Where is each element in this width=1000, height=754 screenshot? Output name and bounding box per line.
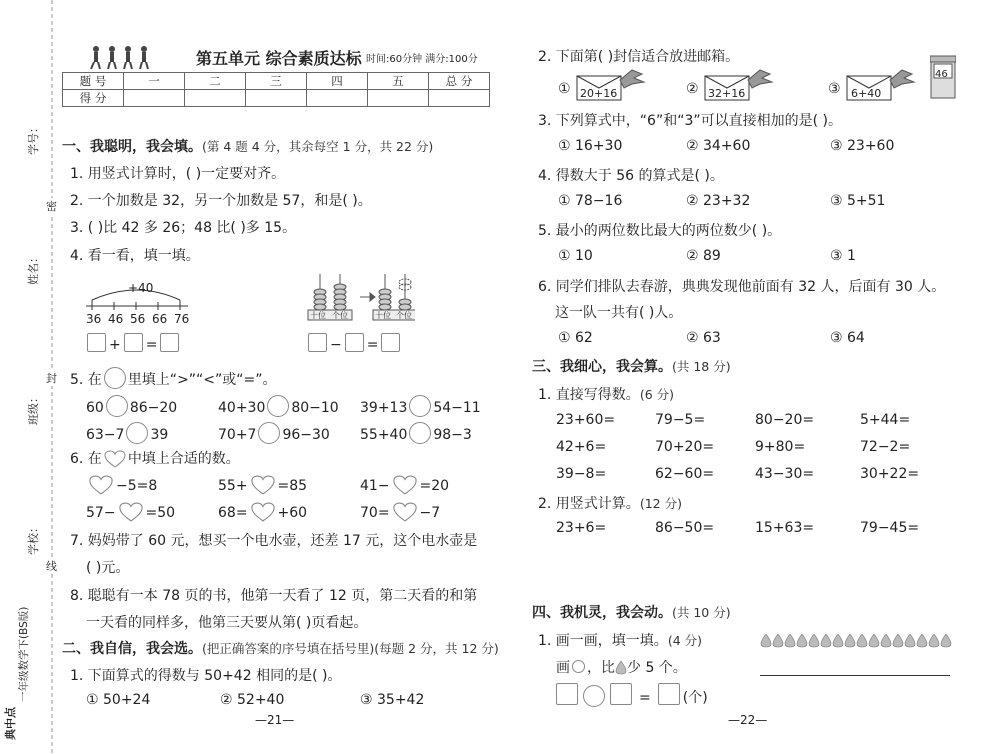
option[interactable]: ③ 23+60	[830, 138, 895, 154]
heart-answer-box[interactable]	[118, 502, 144, 522]
score-cell: 总 分	[429, 73, 490, 90]
question-1-7-line2: ( )元。	[86, 560, 130, 576]
fill-heart-item: −5=8	[86, 475, 157, 495]
score-input-cell[interactable]	[246, 90, 307, 107]
mailbox-label: 46	[935, 69, 948, 80]
fill-heart-item: 41− =20	[360, 475, 449, 495]
compare-circle[interactable]	[409, 422, 431, 444]
calc-item: 5+44=	[860, 412, 911, 428]
abacus-label-tens: 十位	[375, 311, 391, 320]
drawing-answer-line[interactable]	[760, 675, 950, 676]
cut-mark-feng: 封	[46, 372, 57, 385]
answer-box[interactable]	[124, 333, 143, 352]
score-cell: 三	[246, 73, 307, 90]
question-2-2: 2. 下面第( )封信适合放进邮箱。	[538, 49, 740, 65]
option[interactable]: ② 89	[686, 248, 721, 264]
score-table-score-row	[63, 90, 490, 107]
compare-item: 40+30 80−10	[218, 395, 339, 417]
option[interactable]: ③ 64	[830, 330, 865, 346]
question-1-8-line1: 8. 聪聪有一本 78 页的书，他第一天看了 12 页，第二天看的和第	[70, 588, 478, 604]
question-4-1-equation: = (个)	[556, 683, 708, 707]
option[interactable]: ① 78−16	[558, 193, 623, 209]
answer-box[interactable]	[87, 333, 106, 352]
cut-mark-mi: 密	[46, 200, 57, 213]
calc-item: 9+80=	[755, 439, 806, 455]
number-line-tick: 66	[152, 312, 168, 326]
question-2-1: 1. 下面算式的得数与 50+42 相同的是( )。	[70, 668, 342, 684]
compare-circle[interactable]	[267, 395, 289, 417]
fill-heart-item: 68= +60	[218, 502, 307, 522]
page-number-left: —21—	[255, 713, 295, 727]
brand-logo: 典中点	[4, 707, 17, 740]
score-table-header-row	[63, 73, 490, 90]
answer-box[interactable]	[610, 683, 632, 705]
score-label: 得 分	[63, 90, 124, 107]
option[interactable]: ② 63	[686, 330, 721, 346]
compare-circle[interactable]	[409, 395, 431, 417]
envelope-label: 20+16	[580, 87, 618, 100]
compare-item: 55+40 98−3	[360, 422, 472, 444]
compare-circle[interactable]	[258, 422, 280, 444]
book-label: 一年级数学下(BS版)	[18, 606, 30, 702]
header-decoration-figures-icon	[88, 44, 160, 70]
margin-label-name: 姓名：	[27, 252, 40, 285]
section3-heading: 三、我细心，我会算。(共 18 分)	[532, 359, 731, 375]
number-line-tick: 76	[174, 312, 190, 326]
compare-item: 63−7 39	[86, 422, 168, 444]
section4-heading: 四、我机灵，我会动。(共 10 分)	[532, 605, 731, 621]
question-2-6-line1: 6. 同学们排队去春游，典典发现他前面有 32 人，后面有 30 人。	[538, 279, 946, 295]
calc-item: 23+60=	[556, 412, 616, 428]
calc-item: 42+6=	[556, 439, 607, 455]
question-4-1-text: 画 ，比 少 5 个。	[556, 660, 687, 676]
page-title: 第五单元 综合素质达标	[196, 49, 362, 68]
calc-item: 80−20=	[755, 412, 815, 428]
option[interactable]: ② 52+40	[220, 692, 285, 708]
compare-circle[interactable]	[106, 395, 128, 417]
question-1-6: 6. 在 中填上合适的数。	[70, 451, 240, 467]
score-cell: 二	[185, 73, 246, 90]
compare-item: 39+13 54−11	[360, 395, 481, 417]
fill-heart-item: 70= −7	[360, 502, 440, 522]
answer-box[interactable]	[381, 333, 400, 352]
abacus-label-ones: 个位	[332, 311, 348, 320]
score-table	[62, 72, 490, 107]
cut-mark-xian: 线	[46, 560, 57, 573]
score-input-cell[interactable]	[124, 90, 185, 107]
score-cell: 一	[124, 73, 185, 90]
question-1-7-line1: 7. 妈妈带了 60 元，想买一个电水壶，还差 17 元，这个电水壶是	[70, 533, 478, 549]
margin-label-class: 班级：	[27, 392, 40, 425]
question-1-5: 5. 在 里填上“>”“<”或“=”。	[70, 367, 277, 389]
heart-answer-box[interactable]	[250, 502, 276, 522]
option[interactable]: ② 34+60	[686, 138, 751, 154]
heart-icon	[104, 450, 126, 468]
question-1-2: 2. 一个加数是 32，另一个加数是 57，和是( )。	[70, 193, 372, 209]
calc-item: 70+20=	[655, 439, 715, 455]
question-2-5: 5. 最小的两位数比最大的两位数少( )。	[538, 223, 782, 239]
number-line-label: +40	[128, 281, 154, 295]
heart-answer-box[interactable]	[392, 475, 418, 495]
option[interactable]: ① 62	[558, 330, 593, 346]
calc-item: 43−30=	[755, 466, 815, 482]
question-1-4: 4. 看一看，填一填。	[70, 248, 200, 264]
heart-answer-box[interactable]	[88, 475, 114, 495]
option[interactable]: ③ 5+51	[830, 193, 886, 209]
option[interactable]: ② 23+32	[686, 193, 751, 209]
abacus-label-ones: 个位	[396, 311, 412, 320]
option[interactable]: ① 16+30	[558, 138, 623, 154]
question-3-1: 1. 直接写得数。(6 分)	[538, 387, 674, 403]
fill-heart-item: 57− =50	[86, 502, 175, 522]
number-line-tick: 56	[130, 312, 146, 326]
score-input-cell[interactable]	[368, 90, 429, 107]
circle-icon	[104, 367, 126, 389]
page-number-right: —22—	[728, 713, 768, 727]
circle-icon	[572, 660, 585, 673]
question-3-2: 2. 用竖式计算。(12 分)	[538, 496, 682, 512]
compare-item: 60 86−20	[86, 395, 177, 417]
option[interactable]: ③ 35+42	[360, 692, 425, 708]
calc-item: 30+22=	[860, 466, 920, 482]
question-1-3: 3. ( )比 42 多 26；48 比( )多 15。	[70, 220, 297, 236]
q4-equation-left: + =	[84, 333, 182, 353]
calc-item: 62−60=	[655, 466, 715, 482]
vertical-calc-item: 23+6=	[556, 520, 607, 536]
score-cell: 四	[307, 73, 368, 90]
envelope-label: 32+16	[708, 87, 746, 100]
abacus-label-tens: 十位	[310, 311, 326, 320]
question-2-3: 3. 下列算式中，“6”和“3”可以直接相加的是( )。	[538, 113, 843, 129]
answer-box[interactable]	[308, 333, 327, 352]
q4-equation-right: − =	[305, 333, 403, 353]
question-2-4: 4. 得数大于 56 的算式是( )。	[538, 168, 724, 184]
margin-label-school: 学校：	[27, 522, 40, 555]
answer-box[interactable]	[160, 333, 179, 352]
envelope-label: 6+40	[851, 87, 882, 100]
calc-item: 72−2=	[860, 439, 911, 455]
heart-answer-box[interactable]	[250, 475, 276, 495]
section2-heading: 二、我自信，我会选。(把正确答案的序号填在括号里)(每题 2 分，共 12 分)	[62, 641, 499, 657]
option[interactable]: ③ 1	[830, 248, 856, 264]
option[interactable]: ① 10	[558, 248, 593, 264]
score-cell: 题 号	[63, 73, 124, 90]
option[interactable]: ②	[686, 81, 699, 97]
section1-heading: 一、我聪明，我会填。(第 4 题 4 分，其余每空 1 分，共 22 分)	[62, 139, 434, 155]
heart-answer-box[interactable]	[392, 502, 418, 522]
compare-circle[interactable]	[126, 422, 148, 444]
question-2-6-line2: 这一队一共有( )人。	[555, 305, 683, 321]
pear-row-icon	[760, 632, 956, 648]
question-4-1: 1. 画一画，填一填。(4 分)	[538, 633, 702, 649]
exam-info: 时间:60分钟 满分:100分	[366, 54, 478, 65]
option[interactable]: ③	[828, 81, 841, 97]
compare-item: 70+7 96−30	[218, 422, 330, 444]
answer-box[interactable]	[658, 683, 680, 705]
calc-item: 39−8=	[556, 466, 607, 482]
question-1-1: 1. 用竖式计算时，( )一定要对齐。	[70, 166, 286, 182]
calc-item: 79−5=	[655, 412, 706, 428]
binding-margin	[0, 0, 58, 754]
score-input-cell[interactable]	[429, 90, 490, 107]
vertical-calc-item: 79−45=	[860, 520, 920, 536]
score-input-cell[interactable]	[185, 90, 246, 107]
vertical-calc-item: 86−50=	[655, 520, 715, 536]
score-input-cell[interactable]	[307, 90, 368, 107]
margin-label-student-no: 学号：	[27, 122, 40, 155]
number-line-tick: 46	[108, 312, 124, 326]
answer-box[interactable]	[345, 333, 364, 352]
answer-box[interactable]	[556, 683, 578, 705]
score-cell: 五	[368, 73, 429, 90]
vertical-calc-item: 15+63=	[755, 520, 815, 536]
operator-circle[interactable]	[583, 685, 605, 707]
pear-icon	[615, 660, 627, 675]
question-1-8-line2: 一天看的同样多，他第三天要从第( )页看起。	[86, 615, 368, 631]
option[interactable]: ①	[558, 81, 571, 97]
fill-heart-item: 55+ =85	[218, 475, 307, 495]
number-line-tick: 36	[86, 312, 102, 326]
option[interactable]: ① 50+24	[86, 692, 151, 708]
